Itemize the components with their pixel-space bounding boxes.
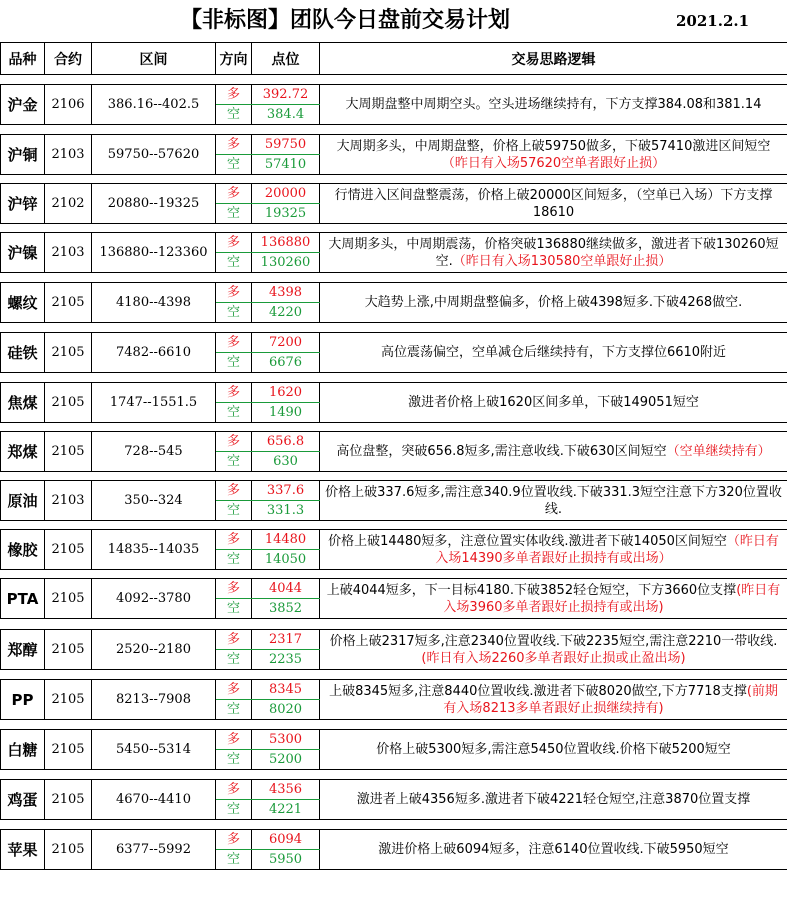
contract-cell: 2105 — [45, 680, 92, 720]
row-spacer — [1, 570, 787, 579]
level-short-cell: 2235 — [252, 650, 320, 670]
contract-cell: 2105 — [45, 579, 92, 619]
logic-text: 价格上破337.6短多,需注意340.9位置收线.下破331.3短空注意下方320位置收线. — [325, 484, 782, 517]
row-spacer — [1, 820, 787, 830]
logic-cell — [320, 184, 787, 224]
logic-text: 大周期盘整中周期空头。空头进场继续持有，下方支撑384.08和381.14 — [345, 97, 762, 112]
logic-text: 价格上破5300短多,需注意5450位置收线.价格下破5200短空 — [376, 742, 731, 757]
level-long-cell: 59750 — [252, 135, 320, 155]
contract-cell: 2105 — [45, 432, 92, 472]
row-spacer — [1, 472, 787, 481]
contract-cell: 2105 — [45, 333, 92, 373]
range-cell: 59750--57620 — [92, 135, 216, 175]
direction-long-cell: 多 — [216, 135, 252, 155]
range-cell: 14835--14035 — [92, 530, 216, 570]
logic-cell — [320, 383, 787, 423]
direction-long-cell: 多 — [216, 481, 252, 501]
direction-long-cell: 多 — [216, 233, 252, 253]
logic-cell — [320, 530, 787, 570]
direction-long-cell: 多 — [216, 432, 252, 452]
contract-cell: 2103 — [45, 135, 92, 175]
row-spacer — [1, 670, 787, 680]
logic-text: 价格上破14480短多，注意位置实体收线.激进者下破14050区间短空 — [328, 533, 727, 549]
logic-cell — [320, 579, 787, 619]
column-header-contract: 合约 — [45, 43, 92, 75]
row-spacer — [1, 521, 787, 530]
logic-cell — [320, 283, 787, 323]
row-spacer-cell — [1, 75, 787, 85]
range-cell: 20880--19325 — [92, 184, 216, 224]
level-long-cell: 2317 — [252, 630, 320, 650]
direction-short-cell: 空 — [216, 452, 252, 472]
level-long-cell: 8345 — [252, 680, 320, 700]
table-row — [1, 85, 787, 105]
direction-short-cell: 空 — [216, 155, 252, 175]
logic-text: 激进者价格上破1620区间多单，下破149051短空 — [408, 395, 699, 410]
level-long-cell: 5300 — [252, 730, 320, 750]
level-short-cell: 8020 — [252, 700, 320, 720]
column-header-range: 区间 — [92, 43, 216, 75]
logic-note: （昨日有入场130580空单跟好止损） — [452, 253, 672, 269]
contract-cell: 2105 — [45, 630, 92, 670]
contract-cell: 2105 — [45, 730, 92, 770]
row-spacer-cell — [1, 720, 787, 730]
table-row — [1, 730, 787, 750]
level-short-cell: 57410 — [252, 155, 320, 175]
contract-cell: 2103 — [45, 481, 92, 521]
table-row — [1, 283, 787, 303]
plan-date: 2021.2.1 — [676, 12, 750, 30]
logic-note: （空单继续持有） — [666, 444, 771, 459]
table-body — [1, 75, 787, 870]
logic-text: 高位盘整，突破656.8短多,需注意收线.下破630区间短空 — [336, 444, 667, 459]
logic-cell — [320, 432, 787, 472]
direction-short-cell: 空 — [216, 750, 252, 770]
range-cell: 4670--4410 — [92, 780, 216, 820]
column-header-logic: 交易思路逻辑 — [320, 43, 787, 75]
level-long-cell: 4044 — [252, 579, 320, 599]
row-spacer — [1, 175, 787, 184]
level-short-cell: 130260 — [252, 253, 320, 273]
logic-cell — [320, 481, 787, 521]
logic-text: 大趋势上涨,中周期盘整偏多，价格上破4398短多.下破4268做空. — [364, 295, 743, 310]
table-row — [1, 383, 787, 403]
logic-note: （昨日有入场14390多单者跟好止损持有或出场） — [435, 533, 779, 566]
range-cell: 350--324 — [92, 481, 216, 521]
column-header-level: 点位 — [252, 43, 320, 75]
row-spacer — [1, 323, 787, 333]
direction-long-cell: 多 — [216, 333, 252, 353]
variety-cell: 硅铁 — [1, 333, 45, 373]
table-row — [1, 780, 787, 800]
table-row — [1, 233, 787, 253]
logic-cell — [320, 730, 787, 770]
level-short-cell: 5950 — [252, 850, 320, 870]
logic-cell — [320, 630, 787, 670]
range-cell: 4180--4398 — [92, 283, 216, 323]
table-row — [1, 530, 787, 550]
logic-text: 行情进入区间盘整震荡，价格上破20000区间短多，（空单已入场）下方支撑18610 — [334, 187, 773, 220]
variety-cell: 郑煤 — [1, 432, 45, 472]
contract-cell: 2102 — [45, 184, 92, 224]
direction-long-cell: 多 — [216, 530, 252, 550]
row-spacer-cell — [1, 125, 787, 135]
page-title: 【非标图】团队今日盘前交易计划 — [180, 8, 511, 33]
row-spacer-cell — [1, 570, 787, 579]
direction-short-cell: 空 — [216, 105, 252, 125]
row-spacer-cell — [1, 472, 787, 481]
row-spacer — [1, 423, 787, 432]
table-row — [1, 579, 787, 599]
level-long-cell: 6094 — [252, 830, 320, 850]
logic-cell — [320, 233, 787, 273]
logic-cell — [320, 780, 787, 820]
row-spacer — [1, 619, 787, 630]
row-spacer-cell — [1, 619, 787, 630]
level-long-cell: 392.72 — [252, 85, 320, 105]
direction-short-cell: 空 — [216, 650, 252, 670]
table-row — [1, 630, 787, 650]
direction-long-cell: 多 — [216, 780, 252, 800]
variety-cell: 郑醇 — [1, 630, 45, 670]
direction-long-cell: 多 — [216, 283, 252, 303]
level-short-cell: 1490 — [252, 403, 320, 423]
level-short-cell: 3852 — [252, 599, 320, 619]
table-row — [1, 432, 787, 452]
row-spacer — [1, 373, 787, 383]
logic-cell — [320, 333, 787, 373]
direction-long-cell: 多 — [216, 85, 252, 105]
row-spacer-cell — [1, 670, 787, 680]
row-spacer-cell — [1, 273, 787, 283]
contract-cell: 2106 — [45, 85, 92, 125]
logic-text: 上破8345短多,注意8440位置收线.激进者下破8020做空,下方7718支撑 — [329, 683, 747, 699]
range-cell: 386.16--402.5 — [92, 85, 216, 125]
direction-short-cell: 空 — [216, 353, 252, 373]
row-spacer-cell — [1, 175, 787, 184]
variety-cell: 原油 — [1, 481, 45, 521]
level-long-cell: 337.6 — [252, 481, 320, 501]
row-spacer — [1, 224, 787, 233]
variety-cell: 沪锌 — [1, 184, 45, 224]
contract-cell: 2105 — [45, 530, 92, 570]
variety-cell: 沪铜 — [1, 135, 45, 175]
level-long-cell: 656.8 — [252, 432, 320, 452]
row-spacer — [1, 273, 787, 283]
range-cell: 4092--3780 — [92, 579, 216, 619]
level-long-cell: 136880 — [252, 233, 320, 253]
direction-short-cell: 空 — [216, 204, 252, 224]
contract-cell: 2103 — [45, 233, 92, 273]
logic-cell — [320, 85, 787, 125]
direction-long-cell: 多 — [216, 630, 252, 650]
level-long-cell: 20000 — [252, 184, 320, 204]
logic-cell — [320, 680, 787, 720]
logic-text: 价格上破2317短多,注意2340位置收线.下破2235短空,需注意2210一带收线. — [329, 633, 778, 649]
direction-short-cell: 空 — [216, 700, 252, 720]
logic-note: (前期有入场8213多单者跟好止损继续持有) — [443, 683, 778, 716]
direction-short-cell: 空 — [216, 501, 252, 521]
range-cell: 2520--2180 — [92, 630, 216, 670]
level-short-cell: 331.3 — [252, 501, 320, 521]
table-row — [1, 135, 787, 155]
direction-short-cell: 空 — [216, 800, 252, 820]
contract-cell: 2105 — [45, 283, 92, 323]
level-short-cell: 5200 — [252, 750, 320, 770]
logic-text: 上破4044短多，下一目标4180.下破3852轻仓短空，下方3660位支撑 — [326, 582, 737, 598]
table-row — [1, 680, 787, 700]
row-spacer — [1, 770, 787, 780]
column-header-variety: 品种 — [1, 43, 45, 75]
direction-short-cell: 空 — [216, 550, 252, 570]
level-long-cell: 7200 — [252, 333, 320, 353]
row-spacer-cell — [1, 820, 787, 830]
level-short-cell: 19325 — [252, 204, 320, 224]
variety-cell: PTA — [1, 579, 45, 619]
variety-cell: 橡胶 — [1, 530, 45, 570]
logic-note: （昨日有入场57620空单者跟好止损） — [441, 155, 666, 171]
direction-long-cell: 多 — [216, 730, 252, 750]
direction-short-cell: 空 — [216, 303, 252, 323]
row-spacer-cell — [1, 521, 787, 530]
row-spacer-cell — [1, 373, 787, 383]
level-long-cell: 14480 — [252, 530, 320, 550]
logic-text: 大周期多头，中周期盘整，价格上破59750做多，下破57410激进区间短空 — [336, 138, 771, 154]
table-header-row — [1, 43, 787, 75]
logic-note: (昨日有入场2260多单者跟好止损或止盈出场) — [421, 650, 686, 666]
range-cell: 6377--5992 — [92, 830, 216, 870]
level-long-cell: 4356 — [252, 780, 320, 800]
range-cell: 7482--6610 — [92, 333, 216, 373]
trading-plan-table — [0, 42, 787, 870]
direction-short-cell: 空 — [216, 403, 252, 423]
row-spacer-cell — [1, 224, 787, 233]
table-row — [1, 830, 787, 850]
level-short-cell: 4220 — [252, 303, 320, 323]
variety-cell: 螺纹 — [1, 283, 45, 323]
range-cell: 5450--5314 — [92, 730, 216, 770]
row-spacer — [1, 720, 787, 730]
direction-long-cell: 多 — [216, 184, 252, 204]
row-spacer-cell — [1, 323, 787, 333]
variety-cell: 沪镍 — [1, 233, 45, 273]
logic-cell — [320, 830, 787, 870]
column-header-direction: 方向 — [216, 43, 252, 75]
logic-text: 激进价格上破6094短多，注意6140位置收线.下破5950短空 — [378, 842, 729, 857]
logic-text: 大周期多头，中周期震荡，价格突破136880继续做多，激进者下破130260短空. — [328, 236, 779, 269]
direction-long-cell: 多 — [216, 830, 252, 850]
variety-cell: 焦煤 — [1, 383, 45, 423]
direction-short-cell: 空 — [216, 850, 252, 870]
variety-cell: PP — [1, 680, 45, 720]
row-spacer — [1, 75, 787, 85]
level-short-cell: 4221 — [252, 800, 320, 820]
row-spacer-cell — [1, 423, 787, 432]
range-cell: 136880--123360 — [92, 233, 216, 273]
range-cell: 728--545 — [92, 432, 216, 472]
level-short-cell: 384.4 — [252, 105, 320, 125]
table-row — [1, 184, 787, 204]
variety-cell: 沪金 — [1, 85, 45, 125]
variety-cell: 苹果 — [1, 830, 45, 870]
contract-cell: 2105 — [45, 780, 92, 820]
range-cell: 1747--1551.5 — [92, 383, 216, 423]
table-row — [1, 333, 787, 353]
table-row — [1, 481, 787, 501]
logic-cell — [320, 135, 787, 175]
logic-text: 高位震荡偏空，空单减仓后继续持有，下方支撑位6610附近 — [380, 345, 727, 360]
direction-long-cell: 多 — [216, 579, 252, 599]
variety-cell: 白糖 — [1, 730, 45, 770]
level-short-cell: 630 — [252, 452, 320, 472]
level-long-cell: 4398 — [252, 283, 320, 303]
level-short-cell: 6676 — [252, 353, 320, 373]
row-spacer — [1, 125, 787, 135]
logic-text: 激进者上破4356短多.激进者下破4221轻仓短空,注意3870位置支撑 — [356, 792, 751, 807]
variety-cell: 鸡蛋 — [1, 780, 45, 820]
direction-short-cell: 空 — [216, 599, 252, 619]
level-long-cell: 1620 — [252, 383, 320, 403]
header — [0, 0, 787, 42]
direction-short-cell: 空 — [216, 253, 252, 273]
contract-cell: 2105 — [45, 383, 92, 423]
range-cell: 8213--7908 — [92, 680, 216, 720]
level-short-cell: 14050 — [252, 550, 320, 570]
logic-note: (昨日有入场3960多单者跟好止损持有或出场) — [443, 582, 781, 615]
contract-cell: 2105 — [45, 830, 92, 870]
direction-long-cell: 多 — [216, 680, 252, 700]
direction-long-cell: 多 — [216, 383, 252, 403]
row-spacer-cell — [1, 770, 787, 780]
